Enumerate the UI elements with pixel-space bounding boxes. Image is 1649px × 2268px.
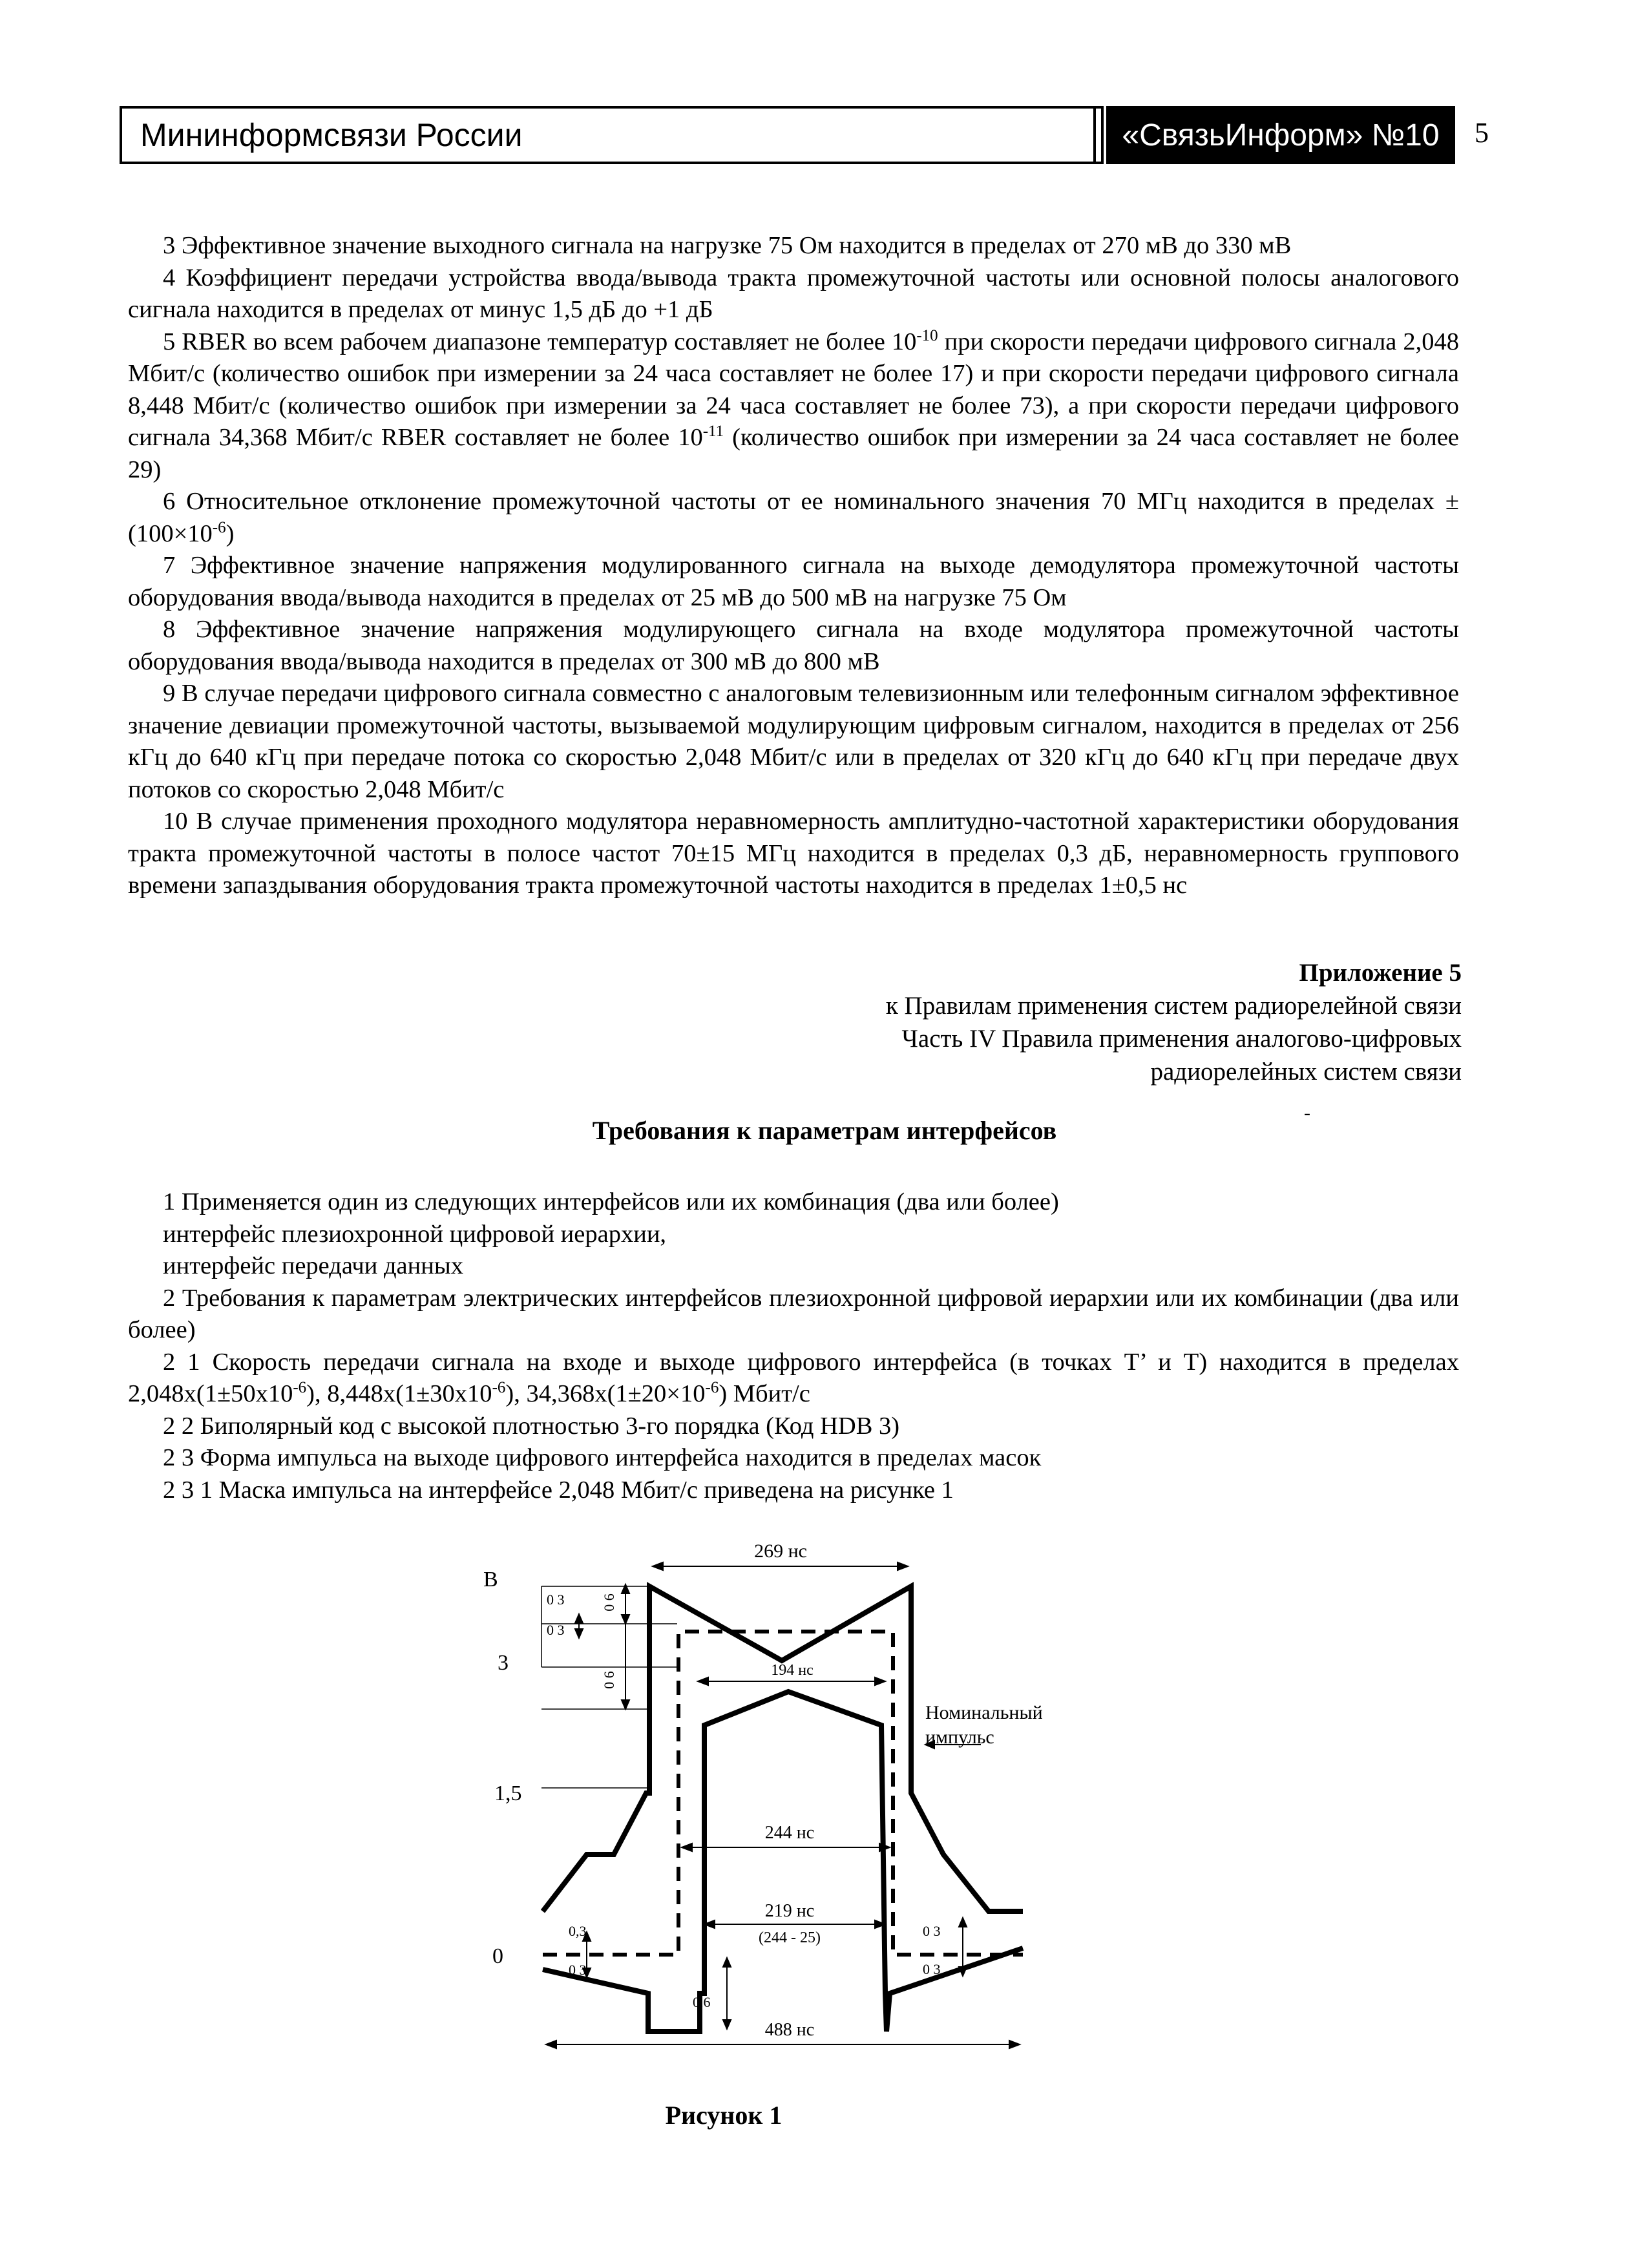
paragraph-s2-1: 1 Применяется один из следующих интерфейсов или их комбинация (два или более) bbox=[163, 1188, 1059, 1215]
section-title: Требования к параметрам интерфейсов bbox=[592, 1116, 1057, 1145]
label-06-c: 0,6 bbox=[693, 1994, 711, 2010]
label-219-formula: (244 - 25) bbox=[759, 1929, 821, 1946]
nominal-annotation bbox=[925, 1702, 1043, 1748]
label-194: 194 нс bbox=[771, 1662, 814, 1679]
page-number: 5 bbox=[1475, 117, 1489, 149]
y-label-0: 0 bbox=[492, 1944, 503, 1968]
appendix-line-2: Часть IV Правила применения аналогово-цифровых bbox=[901, 1025, 1462, 1053]
figure-caption: Рисунок 1 bbox=[665, 2101, 782, 2130]
header-publisher-text: Мининформсвязи России bbox=[140, 117, 523, 153]
appendix-label: Приложение 5 bbox=[1299, 959, 1462, 987]
paragraph-s2-2: 2 Требования к параметрам электрических интерфейсов плезиохронной цифровой иерархии или их комбинации (два или более) bbox=[128, 1284, 1459, 1343]
label-488: 488 нс bbox=[764, 2020, 815, 2040]
appendix-line-3: радиорелейных систем связи bbox=[1150, 1058, 1462, 1086]
label-03-c: 0,3 bbox=[569, 1923, 587, 1939]
label-03-e: 0 3 bbox=[923, 1923, 941, 1939]
axis-labels bbox=[483, 1568, 522, 1968]
y-label-1-5: 1,5 bbox=[494, 1781, 522, 1805]
unit-label: В bbox=[483, 1568, 498, 1591]
paragraph-8: 8 Эффективное значение напряжения модулирующего сигнала на входе модулятора промежуточной частоты оборудования ввода/вывода находится в пределах от 300 мВ до 800 мВ bbox=[128, 616, 1459, 675]
paragraph-7: 7 Эффективное значение напряжения модулированного сигнала на выходе демодулятора промежуточной частоты оборудования ввода/вывода находится в пределах от 25 мВ до 500 мВ на нагрузке 75 Ом bbox=[128, 552, 1459, 611]
paragraph-9: 9 В случае передачи цифрового сигнала совместно с аналоговым телевизионным или телефонным сигналом эффективное значение девиации промежуточной частоты, вызываемой модулирующим цифровым сигналом, находится в пределах от 256 кГц до 640 кГц при передаче потока со скоростью 2,048 Мбит/с или в пределах от 320 кГц до 640 кГц при передаче двух потоков со скоростью 2,048 Мбит/с bbox=[128, 680, 1459, 803]
paragraph-s2-1b: интерфейс передачи данных bbox=[163, 1252, 463, 1279]
y-label-3: 3 bbox=[498, 1651, 509, 1675]
label-244: 244 нс bbox=[764, 1823, 815, 1843]
paragraph-4: 4 Коэффициент передачи устройства ввода/вывода тракта промежуточной частоты или основной полосы аналогового сигнала находится в пределах от минус 1,5 дБ до +1 дБ bbox=[128, 264, 1459, 323]
label-03-f: 0 3 bbox=[923, 1961, 941, 1977]
paragraph-s2-2-3: 2 3 Форма импульса на выходе цифрового интерфейса находится в пределах масок bbox=[163, 1444, 1042, 1471]
header-journal-text: «СвязьИнформ» №10 bbox=[1122, 118, 1440, 152]
appendix-line-1: к Правилам применения систем радиорелейной связи bbox=[885, 992, 1462, 1020]
label-03-d: 0 3 bbox=[569, 1962, 587, 1978]
paragraph-3: 3 Эффективное значение выходного сигнала на нагрузке 75 Ом находится в пределах от 270 мВ до 330 мВ bbox=[163, 232, 1292, 259]
label-269: 269 нс bbox=[754, 1540, 807, 1562]
label-219: 219 нс bbox=[764, 1901, 815, 1921]
paragraph-10: 10 В случае применения проходного модулятора неравномерность амплитудно-частотной характеристики оборудования тракта промежуточной частоты в полосе частот 70±15 МГц находится в пределах 0,3 дБ, неравномерность группового времени запаздывания оборудования тракта промежуточной частоты находится в пределах 1±0,5 нс bbox=[128, 808, 1459, 899]
label-06-b: 0 6 bbox=[601, 1671, 617, 1689]
paragraph-6: 6 Относительное отклонение промежуточной частоты от ее номинального значения 70 МГц находится в пределах $\pm(100\times 10^{-6})$ bbox=[128, 488, 1459, 547]
dimension-labels bbox=[754, 1540, 821, 2040]
stray-mark: - bbox=[1304, 1102, 1310, 1124]
paragraph-s2-2-1: 2 1 Скорость передачи сигнала на входе и выходе цифрового интерфейса (в точках Т’ и Т) находится в пределах $2,048х(1\pm 50х10^{-6})$, $8,448х(1\pm 30х10^{-6})$, $34,368х(1\pm 20\times 10^{-6})$ Мбит/с bbox=[128, 1348, 1459, 1407]
label-06-a: 0 6 bbox=[601, 1593, 617, 1612]
paragraph-s2-1a: интерфейс плезиохронной цифровой иерархии, bbox=[163, 1220, 667, 1248]
nominal-label-1: Номинальный bbox=[925, 1702, 1043, 1723]
label-03-a: 0 3 bbox=[547, 1591, 565, 1608]
paragraph-s2-2-2: 2 2 Биполярный код с высокой плотностью 3-го порядка (Код HDB 3) bbox=[163, 1412, 900, 1440]
tol-06-lower-head bbox=[622, 1700, 629, 1709]
paragraph-5: 5 RBER во всем рабочем диапазоне температур составляет не более $10^{-10}$ при скорости передачи цифрового сигнала 2,048 Мбит/с (количество ошибок при измерении за 24 часа составляет не более 17) и при скорости передачи цифрового сигнала 8,448 Мбит/с (количество ошибок при измерении за 24 часа составляет не более 73), а при скорости передачи цифрового сигнала 34,368 Мбит/с RBER составляет не более $10^{-11}$ (количество ошибок при измерении за 24 часа составляет не более 29) bbox=[128, 326, 1460, 483]
nominal-label-2: импульс bbox=[925, 1727, 994, 1748]
label-03-b: 0 3 bbox=[547, 1622, 565, 1638]
outer-mask-upper bbox=[543, 1586, 1023, 1911]
paragraph-s2-2-3-1: 2 3 1 Маска импульса на интерфейсе 2,048 Мбит/с приведена на рисунке 1 bbox=[163, 1476, 954, 1504]
